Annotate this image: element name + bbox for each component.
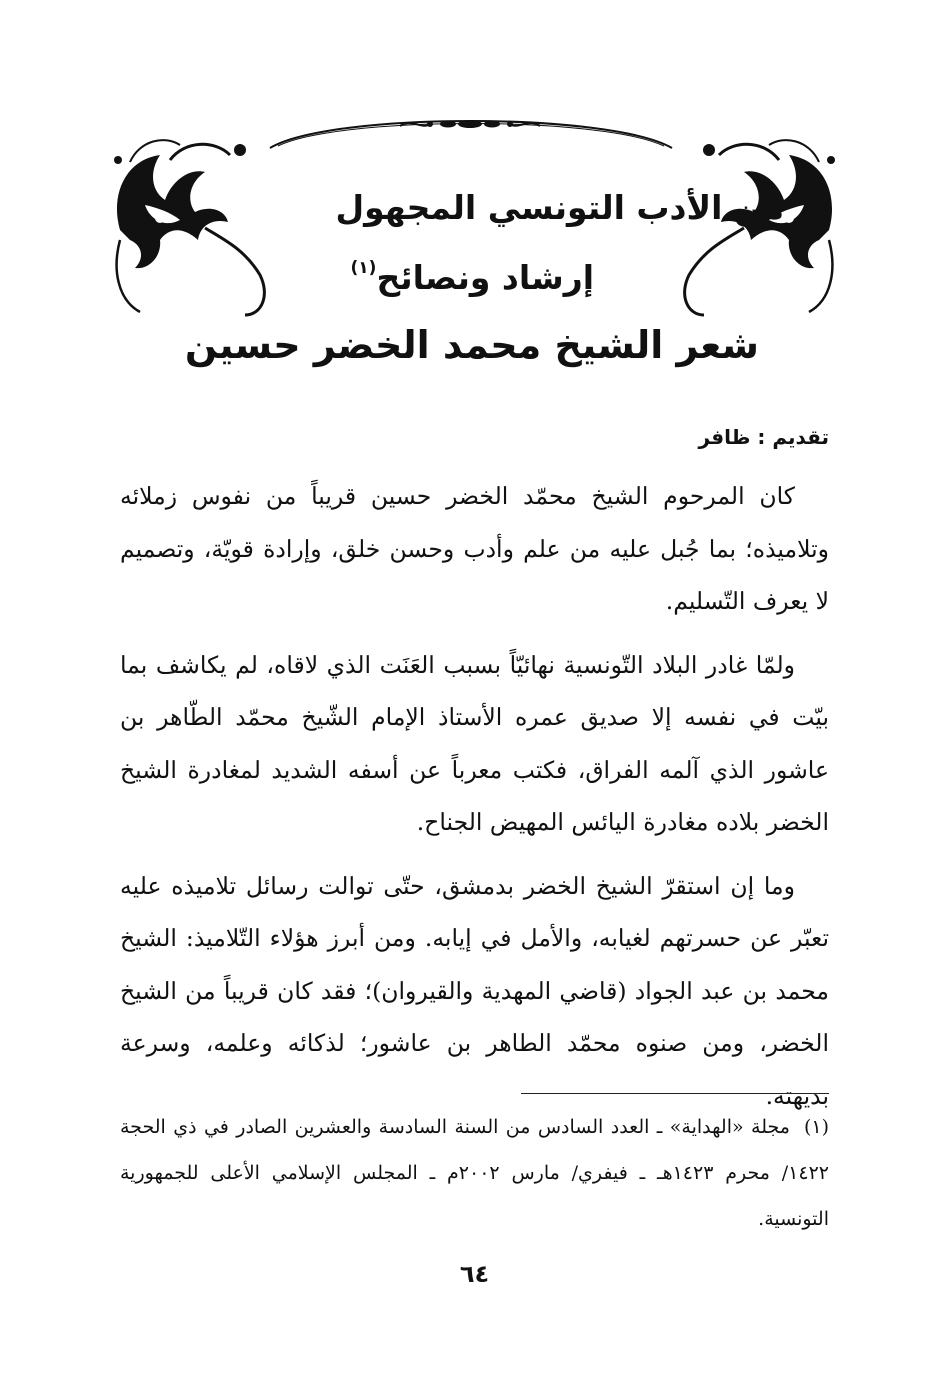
paragraph-1: كان المرحوم الشيخ محمّد الخضر حسين قريباً من نفوس زملائه وتلاميذه؛ بما جُبل عليه من علم وأدب وحسن خلق، وإرادة قويّة، وتصميم لا يعرف التّسليم. <box>120 482 829 615</box>
footnote-text: مجلة «الهداية» ـ العدد السادس من السنة السادسة والعشرين الصادر في ذي الحجة ١٤٢٢/ محرم ١٤٢٣هـ ـ فيفري/ مارس ٢٠٠٢م ـ المجلس الإسلامي الأعلى للجمهورية التونسية. <box>120 1116 829 1230</box>
ornament-right-corner <box>685 140 835 315</box>
ornament-left-corner <box>114 140 264 315</box>
title-line-1: من الأدب التونسي المجهول <box>335 188 784 227</box>
paragraph-2: ولمّا غادر البلاد التّونسية نهائيّاً بسبب العَنَت الذي لاقاه، لم يكاشف بما بيّت في نفسه إلا صديق عمره الأستاذ الإمام الشّيخ محمّد الطّاهر بن عاشور الذي آلمه الفراق، فكتب معرباً عن أسفه الشديد لمغادرة الشيخ الخضر بلاده مغادرة اليائس المهيض الجناح. <box>120 650 829 836</box>
paragraph-3: وما إن استقرّ الشيخ الخضر بدمشق، حتّى توالت رسائل تلاميذه عليه تعبّر عن حسرتهم لغيابه، والأمل في إيابه. ومن أبرز هؤلاء التّلاميذ: الشيخ محمد بن عبد الجواد (قاضي المهدية والقيروان)؛ فقد كان قريباً من الشيخ الخضر، ومن صنوه محمّد الطاهر بن عاشور؛ لذكائه وعلمه، وسرعة بديهته. <box>120 871 829 1110</box>
presented-by: تقديم : ظافر <box>698 425 829 449</box>
header-ornament <box>0 100 949 360</box>
footnote <box>120 1104 829 1242</box>
body-text <box>120 470 829 1133</box>
footnote-mark: (١) <box>803 1116 829 1138</box>
title-footnote-mark[interactable]: (١) <box>350 258 377 278</box>
page-number: ٦٤ <box>459 1260 490 1288</box>
title-line-2-text: إرشاد ونصائح <box>376 258 594 297</box>
footnote-divider <box>521 1093 829 1094</box>
title-line-2 <box>350 258 594 297</box>
footnote-body <box>120 1104 829 1242</box>
page-title: شعر الشيخ محمد الخضر حسين <box>184 323 759 367</box>
